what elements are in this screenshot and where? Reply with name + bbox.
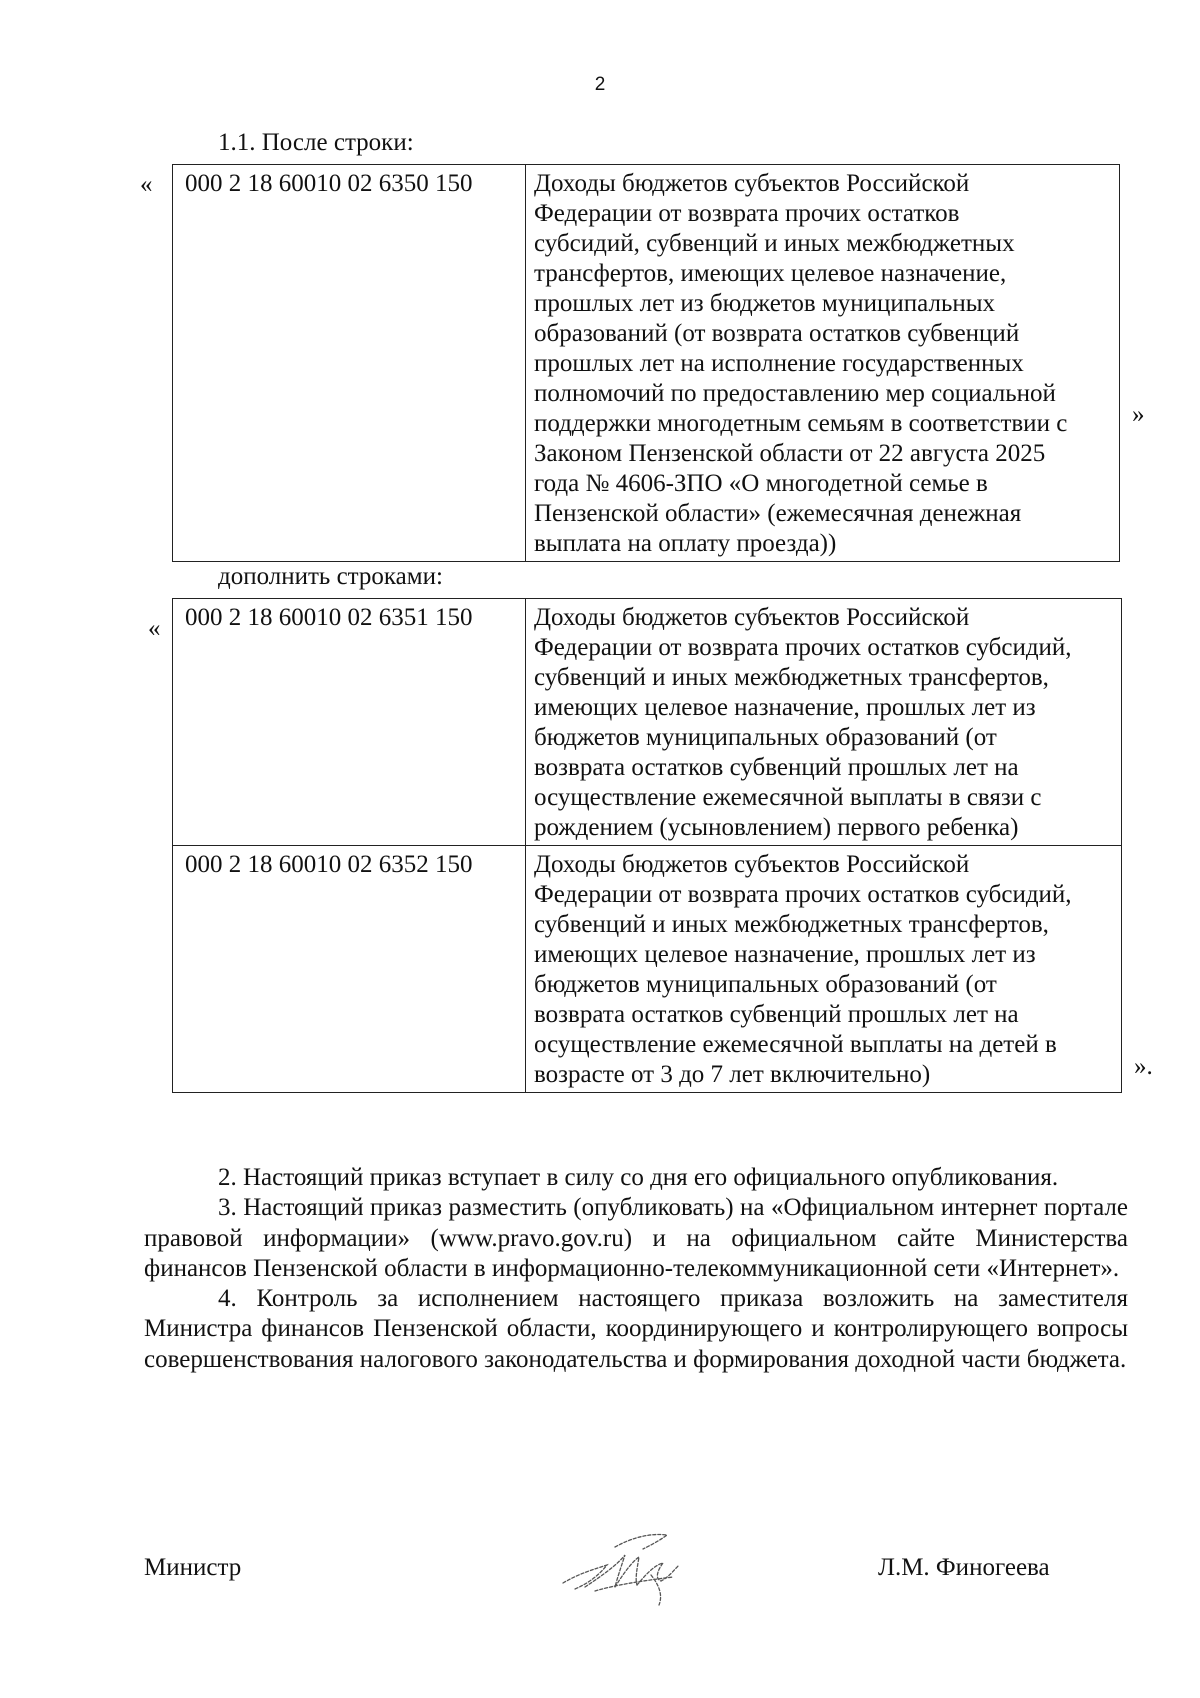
description-line: года № 4606-ЗПО «О многодетной семье в [534,470,988,497]
quote-close-1: » [1132,401,1145,428]
description-line: субсидий, субвенций и иных межбюджетных [534,230,1015,257]
description-line: возврата остатков субвенций прошлых лет на [534,1001,1019,1028]
description-line: Федерации от возврата прочих остатков субсидий, [534,634,1072,661]
description-line: возврата остатков субвенций прошлых лет на [534,754,1019,781]
description-line: прошлых лет из бюджетов муниципальных [534,290,996,317]
paragraph-2: 2. Настоящий приказ вступает в силу со дня его официального опубликования. [218,1164,1059,1191]
quote-open-1: « [140,171,153,198]
table-row [173,846,1122,1093]
description-line: Доходы бюджетов субъектов Российской [534,851,970,878]
description-line: Федерации от возврата прочих остатков субсидий, [534,881,1072,908]
budget-code-cell: 000 2 18 60010 02 6352 150 [173,846,526,1093]
quote-open-2: « [148,615,161,642]
description-line: имеющих целевое назначение, прошлых лет из [534,694,1036,721]
description-line: осуществление ежемесячной выплаты на детей в [534,1031,1057,1058]
description-line: имеющих целевое назначение, прошлых лет из [534,941,1036,968]
budget-code-cell: 000 2 18 60010 02 6351 150 [173,599,526,846]
description-line: поддержки многодетным семьям в соответствии с [534,410,1068,437]
description-line: бюджетов муниципальных образований (от [534,724,997,751]
description-line: трансфертов, имеющих целевое назначение, [534,260,1007,287]
budget-code-cell: 000 2 18 60010 02 6350 150 [173,165,526,562]
original-row-table [172,164,1120,562]
description-line: возрасте от 3 до 7 лет включительно) [534,1061,931,1088]
description-line: полномочий по предоставлению мер социальной [534,380,1056,407]
description-cell [526,846,1122,1093]
handwritten-signature-image [555,1525,705,1611]
clause-1-1-heading: 1.1. После строки: [218,129,414,156]
description-line: выплата на оплату проезда)) [534,530,837,557]
signatory-name: Л.М. Финогеева [878,1554,1050,1581]
table-row [173,599,1122,846]
description-line: Доходы бюджетов субъектов Российской [534,604,970,631]
description-cell [526,165,1120,562]
description-line: Пензенской области» (ежемесячная денежная [534,500,1022,527]
supplement-label: дополнить строками: [218,563,443,590]
description-line: образований (от возврата остатков субвенций [534,320,1020,347]
body-paragraphs [144,1163,1128,1375]
quote-close-final: ». [1134,1053,1153,1080]
paragraph-3: 3. Настоящий приказ разместить (опубликовать) на «Официальном интернет портале правовой информации» (www.pravo.gov.ru) и на официальном сайте Министерства финансов Пензенской области в информационно-телекоммуникационной сети «Интернет». [144,1194,1128,1282]
description-line: прошлых лет на исполнение государственных [534,350,1024,377]
description-line: осуществление ежемесячной выплаты в связи с [534,784,1042,811]
description-line: Доходы бюджетов субъектов Российской [534,170,970,197]
description-line: субвенций и иных межбюджетных трансфертов, [534,664,1049,691]
new-rows-table [172,598,1122,1093]
description-line: Законом Пензенской области от 22 августа 2025 [534,440,1046,467]
description-line: рождением (усыновлением) первого ребенка) [534,814,1019,841]
paragraph-4: 4. Контроль за исполнением настоящего приказа возложить на заместителя Министра финансов Пензенской области, координирующего и контролирующего вопросы совершенствования налогового законодательства и формирования доходной части бюджета. [144,1285,1128,1373]
description-line: субвенций и иных межбюджетных трансфертов, [534,911,1049,938]
description-line: бюджетов муниципальных образований (от [534,971,997,998]
page-number: 2 [594,74,606,95]
description-cell [526,599,1122,846]
signatory-position: Министр [144,1554,242,1581]
description-lines [534,169,1111,559]
description-line: Федерации от возврата прочих остатков [534,200,960,227]
table-row [173,165,1120,562]
